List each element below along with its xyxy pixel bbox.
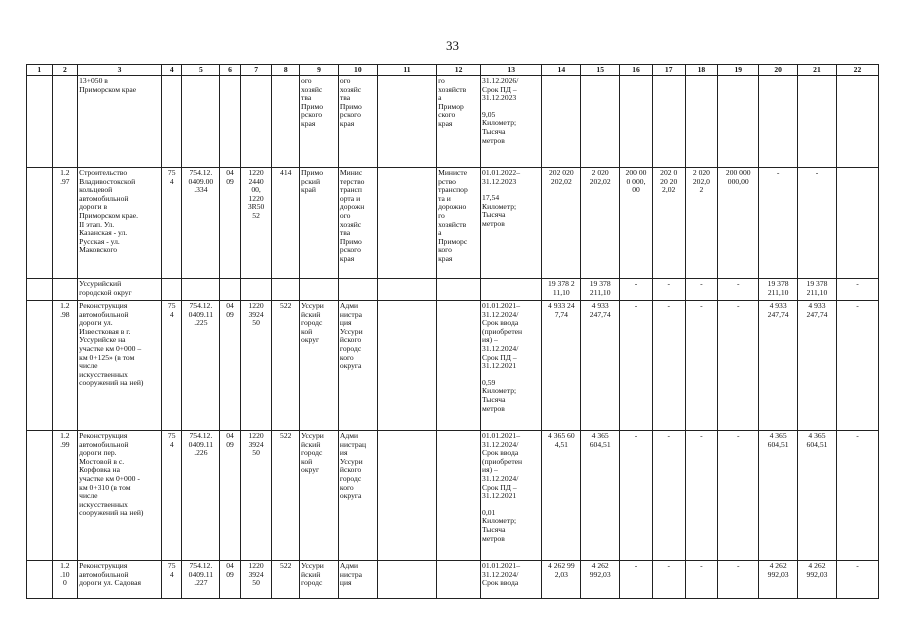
- table-cell: [581, 76, 620, 168]
- table-cell: Адми нистра ция Уссури йского городс кого округа: [338, 301, 377, 431]
- table-row: [27, 76, 879, 168]
- table-cell: Строительство Владивостокской кольцевой автомобильной дороги в Приморском крае. II этап. Ул. Казанская - ул. Русская - ул. Маковского: [78, 168, 162, 279]
- page-number: 33: [446, 38, 459, 53]
- table-cell: 1.2 .10 0: [52, 561, 78, 599]
- table-cell: [240, 76, 272, 168]
- table-cell: 4 933 247,74: [581, 301, 620, 431]
- table-cell: -: [836, 279, 878, 301]
- column-number: 22: [836, 65, 878, 76]
- table-cell: [836, 168, 878, 279]
- table-cell: Адми нистрац ия Уссури йского городс кого округа: [338, 431, 377, 561]
- table-cell: [27, 76, 53, 168]
- table-cell: 13+050 в Приморском крае: [78, 76, 162, 168]
- table-cell: -: [759, 168, 798, 279]
- table-cell: Реконструкция автомобильной дороги пер. Мостовой в с. Корфовка на участке км 0+000 - км 0+310 (в том числе искусственных сооружений на ней): [78, 431, 162, 561]
- table-cell: 1220 3924 50: [240, 301, 272, 431]
- table-cell: -: [798, 168, 837, 279]
- column-number: 1: [27, 65, 53, 76]
- deadline-text: 01.01.2021– 31.12.2024/ Срок ввода: [482, 561, 521, 588]
- table-cell: [620, 76, 653, 168]
- capacity-text: 0,01 Километр; Тысяча метров: [482, 507, 517, 543]
- table-cell: 754.12. 0409.11 .226: [182, 431, 220, 561]
- table-cell: [377, 431, 436, 561]
- table-cell: [377, 168, 436, 279]
- column-number: 21: [798, 65, 837, 76]
- table-cell: 754.12. 0409.11 .227: [182, 561, 220, 599]
- table-cell: 04 09: [220, 431, 240, 561]
- table-cell: 200 00 0 000, 00: [620, 168, 653, 279]
- table-cell: [798, 76, 837, 168]
- column-number: 2: [52, 65, 78, 76]
- table-cell: 1220 2440 00, 1220 3R50 52: [240, 168, 272, 279]
- table-cell: [437, 279, 481, 301]
- table-cell: -: [685, 561, 718, 599]
- table-cell: 414: [272, 168, 300, 279]
- table-cell: 754.12. 0409.11 .225: [182, 301, 220, 431]
- table-cell: [652, 76, 685, 168]
- table-cell: 04 09: [220, 301, 240, 431]
- table-cell: 4 262 992,03: [759, 561, 798, 599]
- table-cell: 75 4: [161, 561, 181, 599]
- table-cell: [685, 76, 718, 168]
- table-cell: 1.2 .99: [52, 431, 78, 561]
- column-number: 17: [652, 65, 685, 76]
- table-cell: [182, 279, 220, 301]
- table-cell: 1220 3924 50: [240, 561, 272, 599]
- table-cell: [481, 431, 542, 561]
- table-cell: [161, 76, 181, 168]
- table-cell: 4 365 604,51: [798, 431, 837, 561]
- table-cell: 1.2 .97: [52, 168, 78, 279]
- table-cell: [27, 431, 53, 561]
- column-number: 18: [685, 65, 718, 76]
- table-cell: 4 262 99 2,03: [542, 561, 581, 599]
- table-cell: -: [652, 561, 685, 599]
- table-cell: [272, 279, 300, 301]
- table-cell: [27, 301, 53, 431]
- table-cell: 4 933 247,74: [759, 301, 798, 431]
- column-number: 4: [161, 65, 181, 76]
- table-cell: [27, 168, 53, 279]
- deadline-text: 01.01.2021– 31.12.2024/ Срок ввода (приобретен ия) – 31.12.2024/ Срок ПД – 31.12.2021: [482, 431, 523, 501]
- table-cell: 75 4: [161, 431, 181, 561]
- table-cell: [220, 279, 240, 301]
- column-number: 13: [481, 65, 542, 76]
- table-cell: [240, 279, 272, 301]
- table-cell: -: [620, 301, 653, 431]
- table-cell: го хозяйств а Примор ского края: [437, 76, 481, 168]
- table-cell: -: [685, 431, 718, 561]
- capacity-text: 17,54 Километр; Тысяча метров: [482, 193, 517, 228]
- table-cell: Уссурийский городской округ: [78, 279, 162, 301]
- table-cell: [481, 301, 542, 431]
- table-cell: [481, 76, 542, 168]
- table-cell: 4 365 604,51: [759, 431, 798, 561]
- table-cell: -: [652, 279, 685, 301]
- table-cell: 522: [272, 561, 300, 599]
- column-number: 5: [182, 65, 220, 76]
- table-cell: 1.2 .98: [52, 301, 78, 431]
- table-cell: 4 933 24 7,74: [542, 301, 581, 431]
- table-cell: Минис терство трансп орта и дорожн ого хозяйс тва Примо рского края: [338, 168, 377, 279]
- table-cell: -: [620, 431, 653, 561]
- table-cell: 04 09: [220, 168, 240, 279]
- table-cell: Реконструкция автомобильной дороги ул. Садовая: [78, 561, 162, 599]
- table-cell: Реконструкция автомобильной дороги ул. Известковая в г. Уссурийске на участке км 0+000 – км 0+125» (в том числе искусственных сооружений на ней): [78, 301, 162, 431]
- table-cell: 522: [272, 431, 300, 561]
- table-cell: -: [836, 561, 878, 599]
- table-cell: 4 933 247,74: [798, 301, 837, 431]
- table-cell: [836, 76, 878, 168]
- table-cell: 2 020 202,0 2: [685, 168, 718, 279]
- table-cell: 75 4: [161, 168, 181, 279]
- table-cell: 522: [272, 301, 300, 431]
- deadline-text: 01.01.2022– 31.12.2023: [482, 168, 521, 186]
- table-cell: 4 262 992,03: [798, 561, 837, 599]
- table-cell: -: [836, 431, 878, 561]
- table-cell: [52, 76, 78, 168]
- table-cell: -: [685, 301, 718, 431]
- table-cell: -: [718, 431, 759, 561]
- table-cell: -: [718, 561, 759, 599]
- table-cell: 75 4: [161, 301, 181, 431]
- table-row: [27, 431, 879, 561]
- table-cell: Уссури йский городс кой округ: [300, 431, 339, 561]
- column-number: 20: [759, 65, 798, 76]
- table-cell: [481, 279, 542, 301]
- table-cell: 19 378 211,10: [581, 279, 620, 301]
- table-cell: [377, 301, 436, 431]
- table-cell: 4 365 604,51: [581, 431, 620, 561]
- table-cell: Уссури йский городс: [300, 561, 339, 599]
- table-cell: 19 378 211,10: [798, 279, 837, 301]
- table-cell: 200 000 000,00: [718, 168, 759, 279]
- table-cell: 04 09: [220, 561, 240, 599]
- table-cell: [182, 76, 220, 168]
- table-cell: [27, 561, 53, 599]
- table-cell: [481, 561, 542, 599]
- table-row: [27, 168, 879, 279]
- column-number: 12: [437, 65, 481, 76]
- table-cell: 19 378 211,10: [759, 279, 798, 301]
- table-cell: -: [718, 279, 759, 301]
- column-number: 14: [542, 65, 581, 76]
- table-cell: [338, 279, 377, 301]
- table-cell: Адми нистра ция: [338, 561, 377, 599]
- table-row: [27, 561, 879, 599]
- table-cell: Министе рство транспор та и дорожно го хозяйств а Приморс кого края: [437, 168, 481, 279]
- column-number: 3: [78, 65, 162, 76]
- table-cell: [437, 301, 481, 431]
- column-number: 19: [718, 65, 759, 76]
- table-cell: 4 262 992,03: [581, 561, 620, 599]
- column-number: 10: [338, 65, 377, 76]
- column-number: 11: [377, 65, 436, 76]
- column-number: 9: [300, 65, 339, 76]
- table-cell: [220, 76, 240, 168]
- table-cell: [377, 561, 436, 599]
- table-cell: 202 0 20 20 2,02: [652, 168, 685, 279]
- table-cell: -: [685, 279, 718, 301]
- table-cell: Примо рский край: [300, 168, 339, 279]
- table-cell: Уссури йский городс кой округ: [300, 301, 339, 431]
- table-cell: -: [620, 279, 653, 301]
- deadline-text: 01.01.2021– 31.12.2024/ Срок ввода (приобретен ия) – 31.12.2024/ Срок ПД – 31.12.2021: [482, 301, 523, 371]
- capacity-text: 9,05 Километр; Тысяча метров: [482, 109, 517, 145]
- table-cell: -: [652, 431, 685, 561]
- investment-table: [26, 64, 879, 599]
- table-cell: 754.12. 0409.00 .334: [182, 168, 220, 279]
- table-cell: ого хозяйс тва Примо рского края: [338, 76, 377, 168]
- table-cell: [542, 76, 581, 168]
- table-cell: [437, 561, 481, 599]
- column-number: 6: [220, 65, 240, 76]
- table-cell: -: [652, 301, 685, 431]
- table-cell: 202 020 202,02: [542, 168, 581, 279]
- table-cell: 1220 3924 50: [240, 431, 272, 561]
- table-cell: -: [620, 561, 653, 599]
- table-cell: 2 020 202,02: [581, 168, 620, 279]
- column-number: 8: [272, 65, 300, 76]
- table-cell: [272, 76, 300, 168]
- table-cell: 19 378 2 11,10: [542, 279, 581, 301]
- table-cell: [718, 76, 759, 168]
- table-cell: [52, 279, 78, 301]
- table-row: [27, 279, 879, 301]
- deadline-text: 31.12.2026/ Срок ПД – 31.12.2023: [482, 76, 519, 103]
- table-cell: -: [718, 301, 759, 431]
- column-number-row: [27, 65, 879, 76]
- column-number: 16: [620, 65, 653, 76]
- column-number: 15: [581, 65, 620, 76]
- table-cell: [437, 431, 481, 561]
- table-cell: [300, 279, 339, 301]
- capacity-text: 0,59 Километр; Тысяча метров: [482, 377, 517, 413]
- table-row: [27, 301, 879, 431]
- table-cell: [481, 168, 542, 279]
- table-cell: [759, 76, 798, 168]
- table-cell: [377, 279, 436, 301]
- table-cell: 4 365 60 4,51: [542, 431, 581, 561]
- column-number: 7: [240, 65, 272, 76]
- table-cell: [27, 279, 53, 301]
- table-cell: [161, 279, 181, 301]
- table-body: [27, 76, 879, 599]
- table-cell: [377, 76, 436, 168]
- table-cell: ого хозяйс тва Примо рского края: [300, 76, 339, 168]
- table-cell: -: [836, 301, 878, 431]
